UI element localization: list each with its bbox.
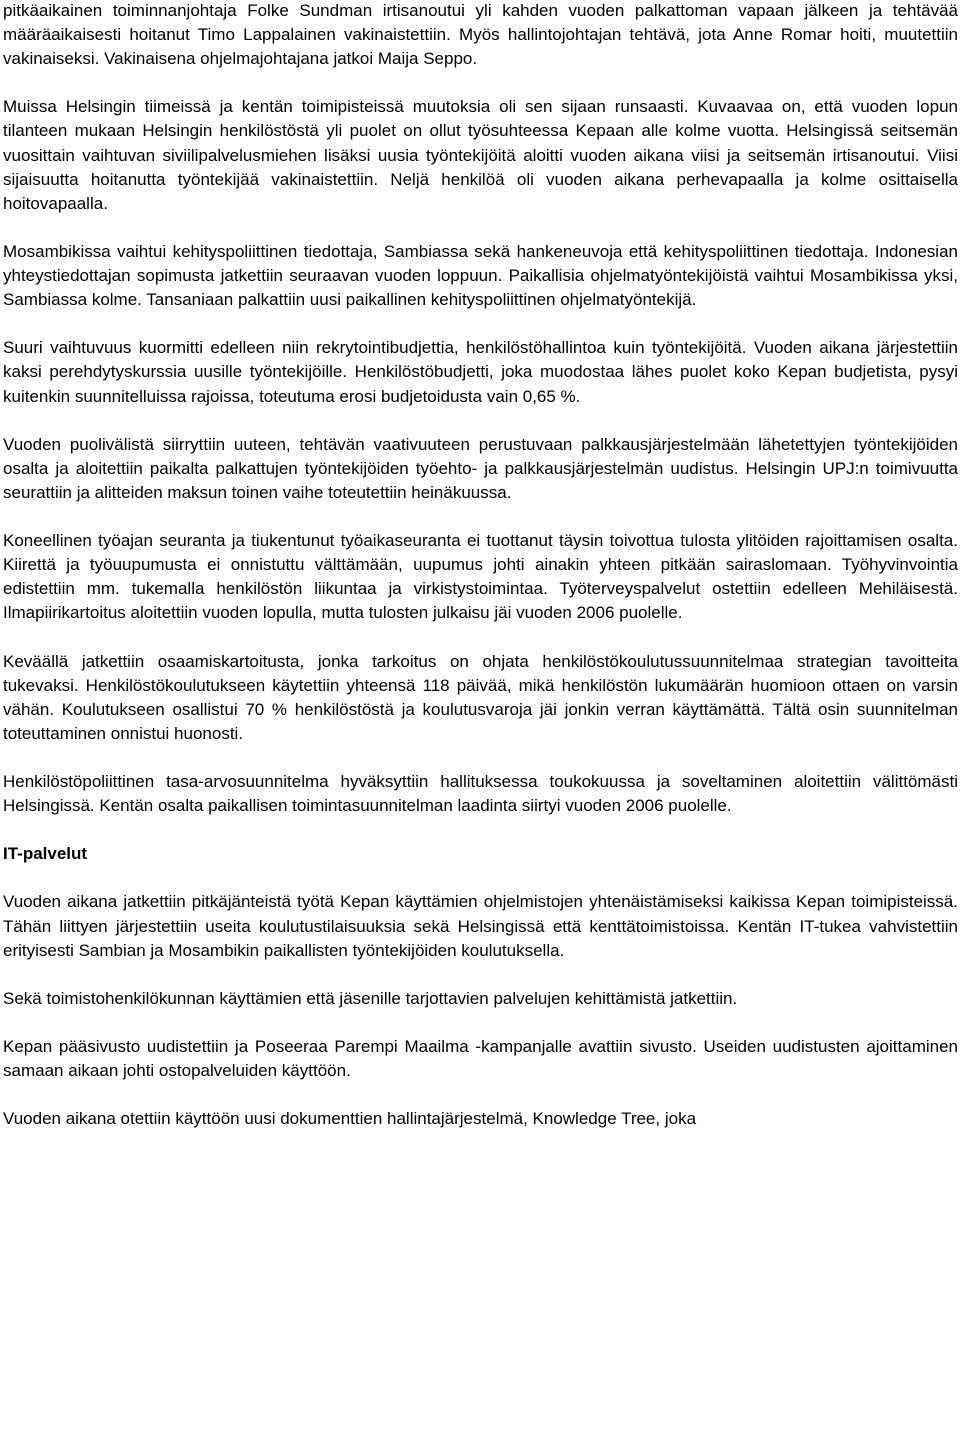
document-page	[3, 0, 958, 1156]
paragraph-training: Keväällä jatkettiin osaamiskartoitusta, jonka tarkoitus on ohjata henkilöstökoulutussuunnitelmaa strategian tavoitteita tukevaksi. Henkilöstökoulutukseen käytettiin yhteensä 118 päivää, mikä henkilöstön lukumäärän huomioon ottaen on varsin vähän. Koulutukseen osallistui 70 % henkilöstöstä ja koulutusvaroja jäi jonkin verran käyttämättä. Tältä osin suunnitelman toteuttaminen onnistui huonosti.	[3, 651, 958, 743]
paragraph-helsinki-teams: Muissa Helsingin tiimeissä ja kentän toimipisteissä muutoksia oli sen sijaan runsaasti. Kuvaavaa on, että vuoden lopun tilanteen mukaan Helsingin henkilöstöstä yli puolet on ollut työsuhteessa Kepaan alle kolme vuotta. Helsingissä seitsemän vuosittain vaihtuvan siviilipalvelusmiehen lisäksi uusia työntekijöitä aloitti vuoden aikana viisi ja seitsemän irtisanoutui. Viisi sijaisuutta hoitanutta työntekijää vakinaistettiin. Neljä henkilöä oli vuoden aikana perhevapaalla ja kolme osittaisella hoitovapaalla.	[3, 97, 958, 213]
paragraph-staff-changes: pitkäaikainen toiminnanjohtaja Folke Sundman irtisanoutui yli kahden vuoden palkattoman vapaan jälkeen ja tehtävää määräaikaisesti hoitanut Timo Lappalainen vakinaistettiin. Myös hallintojohtajan tehtävä, jota Anne Romar hoiti, muutettiin vakinaiseksi. Vakinaisena ohjelmajohtajana jatkoi Maija Seppo.	[3, 1, 958, 69]
paragraph-field-offices: Mosambikissa vaihtui kehityspoliittinen tiedottaja, Sambiassa sekä hankeneuvoja että kehityspoliittinen tiedottaja. Indonesian yhteystiedottajan sopimusta jatkettiin seuraavan vuoden loppuun. Paikallisia ohjelmatyöntekijöistä vaihtui Mosambikissa yksi, Sambiassa kolme. Tansaniaan palkattiin uusi paikallinen kehityspoliittinen ohjelmatyöntekijä.	[3, 241, 958, 310]
paragraph-working-time: Koneellinen työajan seuranta ja tiukentunut työaikaseuranta ei tuottanut täysin toivottua tulosta ylitöiden rajoittamisen osalta. Kiirettä ja työuupumusta ei onnistuttu välttämään, uupumus johti ainakin yhteen pitkään sairaslomaan. Työhyvinvointia edistettiin mm. tukemalla henkilöstön liikuntaa ja virkistystoimintaa. Työterveyspalvelut ostettiin edelleen Mehiläisestä. Ilmapiirikartoitus aloitettiin vuoden lopulla, mutta tulosten julkaisu jäi vuoden 2006 puolelle.	[3, 531, 958, 623]
paragraph-document-management: Vuoden aikana otettiin käyttöön uusi dokumenttien hallintajärjestelmä, Knowledge Tree, joka	[3, 1109, 697, 1129]
paragraph-website-renewal: Kepan pääsivusto uudistettiin ja Poseeraa Parempi Maailma -kampanjalle avattiin sivusto. Useiden uudistusten ajoittaminen samaan aikaan johti ostopalveluiden käyttöön.	[3, 1037, 958, 1081]
section-heading-it-services: IT-palvelut	[3, 844, 88, 864]
paragraph-software-unification: Vuoden aikana jatkettiin pitkäjänteistä työtä Kepan käyttämien ohjelmistojen yhtenäistämiseksi kaikissa Kepan toimipisteissä. Tähän liittyen järjestettiin useita koulutustilaisuuksia sekä Helsingissä että kenttätoimistoissa. Kentän IT-tukea vahvistettiin erityisesti Sambian ja Mosambikin paikallisten työntekijöiden koulutuksella.	[3, 892, 958, 960]
paragraph-equality-plan: Henkilöstöpoliittinen tasa-arvosuunnitelma hyväksyttiin hallituksessa toukokuussa ja soveltaminen aloitettiin välittömästi Helsingissä. Kentän osalta paikallisen toimintasuunnitelman laadinta siirtyi vuoden 2006 puolelle.	[3, 772, 958, 816]
paragraph-turnover-budget: Suuri vaihtuvuus kuormitti edelleen niin rekrytointibudjettia, henkilöstöhallintoa kuin työntekijöitä. Vuoden aikana järjestettiin kaksi perehdytyskurssia uusille työntekijöille. Henkilöstöbudjetti, joka muodostaa lähes puolet koko Kepan budjetista, pysyi kuitenkin suunnitelluissa rajoissa, toteutuma erosi budjetoidusta vain 0,65 %.	[3, 338, 958, 406]
paragraph-salary-system: Vuoden puolivälistä siirryttiin uuteen, tehtävän vaativuuteen perustuvaan palkkausjärjestelmään lähetettyjen työntekijöiden osalta ja aloitettiin paikalta palkattujen työntekijöiden työehto- ja palkkausjärjestelmän uudistus. Helsingin UPJ:n toimivuutta seurattiin ja alitteiden maksun toinen vaihe toteutettiin heinäkuussa.	[3, 434, 958, 502]
paragraph-services-development: Sekä toimistohenkilökunnan käyttämien että jäsenille tarjottavien palvelujen kehittämistä jatkettiin.	[3, 988, 738, 1008]
